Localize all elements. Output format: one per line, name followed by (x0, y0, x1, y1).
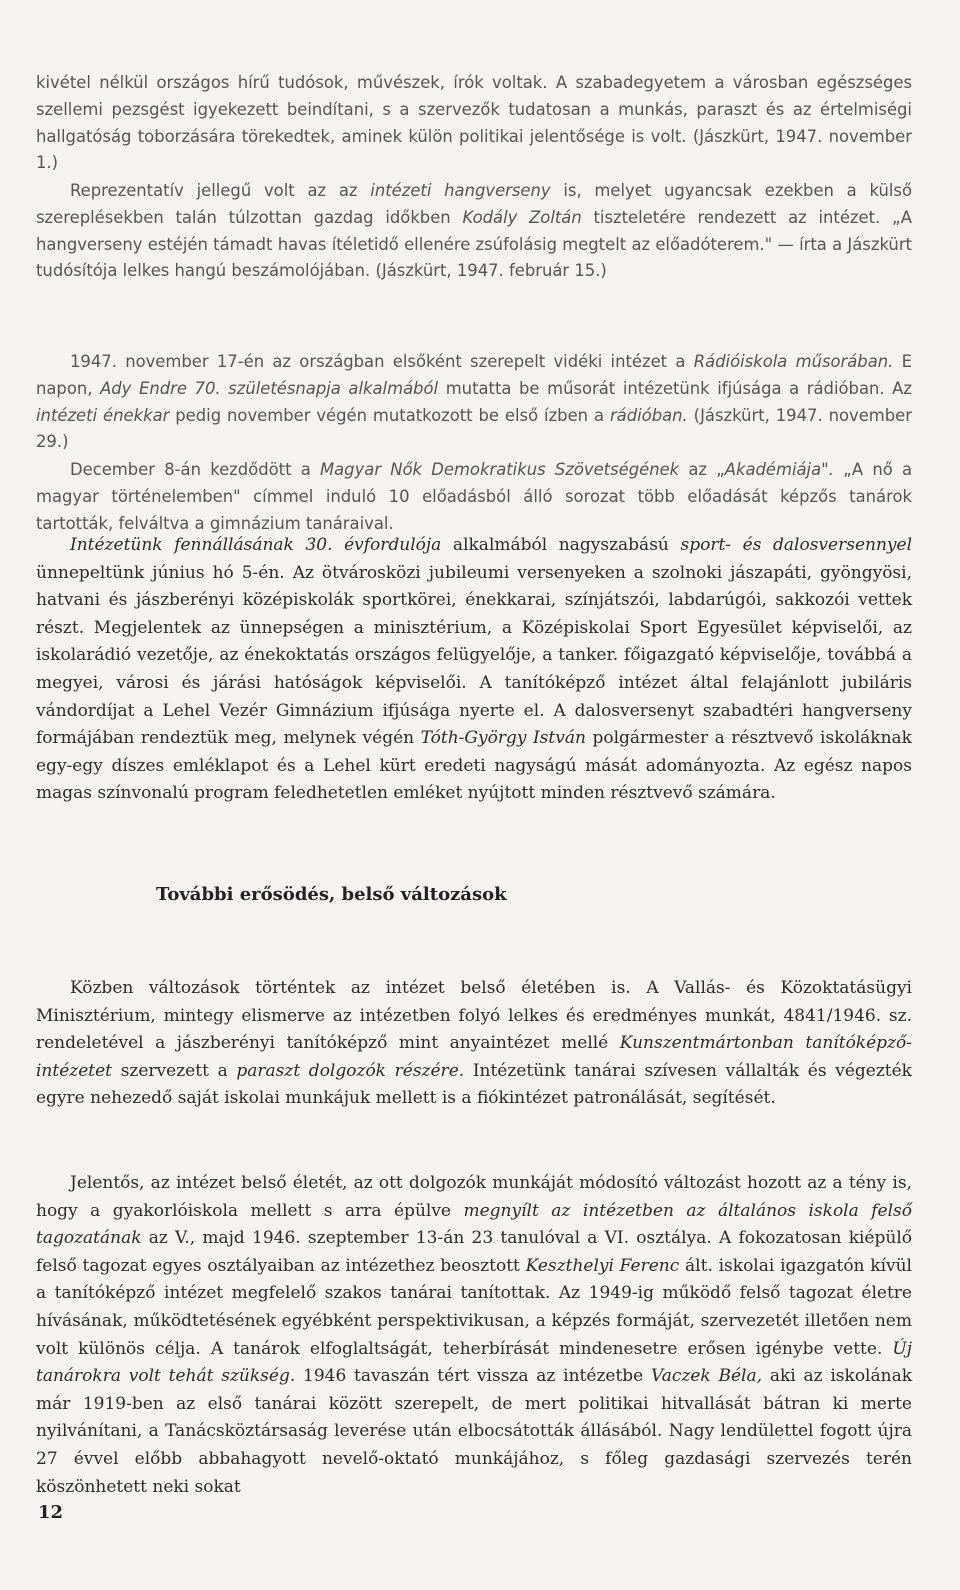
paragraph-evforduló (36, 532, 912, 808)
text-span: (Jászkürt, 1947. november 29.) (36, 405, 912, 452)
paragraph-text: kivétel nélkül országos hírű tudósok, művészek, írók voltak. A szabadegyetem a városban egészséges szellemi pezsgést igyekezett beindítani, s a szervezők tudatosan a munkás, paraszt és az értelmiségi hallgatóság toborzására törekedtek, aminek külön politikai jelentősége is volt. (Jászkürt, 1947. november 1.) (36, 73, 912, 173)
paragraph-hangverseny (36, 178, 912, 285)
paragraph-szabadegyetem (36, 70, 912, 177)
text-span: Közben változások történtek az intézet belső életében is. A Vallás- és Közoktatásügyi Minisztérium, mintegy elismerve az intézetben folyó lelkes és eredményes munkát, 4841/1946. sz. rendeletével a jászberényi tanítóképző mint anyaintézet mellé (36, 978, 912, 1054)
text-span: ünnepeltünk június hó 5-én. Az ötvárosközi jubileumi versenyeken a szolnoki jászapáti, gyöngyösi, hatvani és jászberényi középiskolák sportkörei, énekkarai, színjátszói, labdarúgói, sakkozói vettek részt. Megjelentek az ünnepségen a minisztérium, a Középiskolai Sport Egyesület képviselői, az iskolarádió vezetője, az énekoktatás országos felügyelője, a tanker. főigazgató képviselője, továbbá a megyei, városi és járási hatóságok képviselői. A tanítóképző intézet által felajánlott jubiláris vándordíjat a Lehel Vezér Gimnázium ifjúsága nyerte el. A dalosversenyt szabadtéri hangverseny formájában rendeztük meg, melynek végén (36, 562, 912, 749)
emphasis-span: Rádióiskola műsorában. (693, 352, 894, 371)
emphasis-span: paraszt dolgozók részére. (236, 1060, 465, 1081)
paragraph-akademia (36, 457, 912, 537)
emphasis-span: Vaczek Béla, (651, 1366, 763, 1387)
text-span: az „ (679, 460, 725, 479)
emphasis-span: intézeti hangverseny (370, 181, 551, 200)
text-span: szervezett a (112, 1060, 237, 1081)
emphasis-span: Új tanárokra volt tehát szükség. (36, 1338, 912, 1387)
emphasis-span: sport- és dalosversennyel (680, 535, 913, 555)
text-span: aki az iskolának már 1919-ben az első tanárai között szerepelt, de mert politikai hitvallását bátran ki merte nyilvánítani, a Tanácsköztársaság leverése után elbocsátották állásából. Nagy lendülettel fogott újra 27 évvel előbb abbahagyott nevelő-oktató munkájához, s főleg gazdasági szervezés terén köszönhetett neki sokat (36, 1366, 913, 1497)
text-span: mutatta be műsorát intézetünk ifjúsága a rádióban. Az (438, 378, 912, 398)
text-span: December 8-án kezdődött a (70, 460, 320, 479)
text-span: alkalmából nagyszabású (441, 535, 681, 555)
text-span: Intézetünk tanárai szívesen vállalták és végezték egyre nehezedő saját iskolai munkájuk mellett is a fiókintézet patronálását, segítését. (36, 1060, 912, 1109)
text-span: pedig november végén mutatkozott be első ízben a (169, 405, 610, 425)
paragraph-valtozasok (36, 975, 912, 1113)
emphasis-span: intézeti énekkar (36, 405, 170, 425)
paragraph-felso-tagozat (36, 1170, 912, 1501)
paragraph-radioiskola (36, 349, 912, 456)
text-span: tiszteletére rendezett az intézet. „A hangverseny estéjén támadt havas ítéletidő ellenére zsúfolásig megtelt az előadóterem." — írta a Jászkürt tudósítója lelkes hangú beszámolójában. (Jászkürt, 1947. február 15.) (36, 207, 913, 281)
text-span: 1946 tavaszán tért vissza az intézetbe (295, 1366, 652, 1387)
emphasis-span: megnyílt az intézetben az általános iskola felső tagozatának (36, 1200, 912, 1249)
text-span: 1947. november 17-én az országban elsőként szerepelt vidéki intézet a (70, 352, 694, 371)
text-span: az V., majd 1946. szeptember 13-án 23 tanulóval a VI. osztálya. A fokozatosan kiépülő felső tagozat egyes osztályaiban az intézethez beosztott (36, 1228, 912, 1276)
text-span: is, melyet ugyancsak ezekben a külső szereplésekben talán túlzottan gazdag időkben (36, 181, 912, 227)
emphasis-span: Akadémiája". (724, 460, 834, 479)
emphasis-span: Kodály Zoltán (462, 207, 582, 227)
section-heading: További erősödés, belső változások (156, 884, 507, 905)
emphasis-span: Kunszentmártonban tanítóképző-intézetet (36, 1033, 912, 1081)
emphasis-span: Tóth-György István (420, 728, 586, 749)
text-span: Reprezentatív jellegű volt az az (70, 181, 371, 200)
emphasis-span: Ady Endre 70. születésnapja alkalmából (100, 378, 439, 398)
text-span: „A nő a magyar történelemben" címmel induló 10 előadásból álló sorozat több előadását képzős tanárok tartották, felváltva a gimnázium tanáraival. (36, 460, 912, 533)
emphasis-span: Magyar Nők Demokratikus Szövetségének (319, 460, 680, 479)
text-span: ált. iskolai igazgatón kívül a tanítóképző intézet megfelelő szakos tanárai tanítottak. Az 1949-ig működő felső tagozat életre hívásának, működtetésének egyébként perspektivikusan, a képzés formáját, szervezetét illetően nem volt különös célja. A tanárok elfoglaltságát, teherbírását mindenesetre erősen igénybe vette. (36, 1255, 912, 1359)
text-span: polgármester a résztvevő iskoláknak egy-egy díszes emléklapot és a Lehel kürt eredeti nagyságú mását adományozta. Az egész napos magas színvonalú program feledhetetlen emléket nyújtott minden résztvevő számára. (36, 728, 912, 804)
emphasis-span: Intézetünk fennállásának 30. évfordulója (70, 535, 442, 555)
text-span: E napon, (36, 352, 912, 398)
emphasis-span: rádióban. (609, 405, 688, 425)
emphasis-span: Keszthelyi Ferenc (525, 1255, 680, 1276)
text-span: Jelentős, az intézet belső életét, az ott dolgozók munkáját módosító változást hozott az a tény is, hogy a gyakorlóiskola mellett s arra épülve (36, 1173, 912, 1221)
page-number: 12 (38, 1502, 64, 1523)
